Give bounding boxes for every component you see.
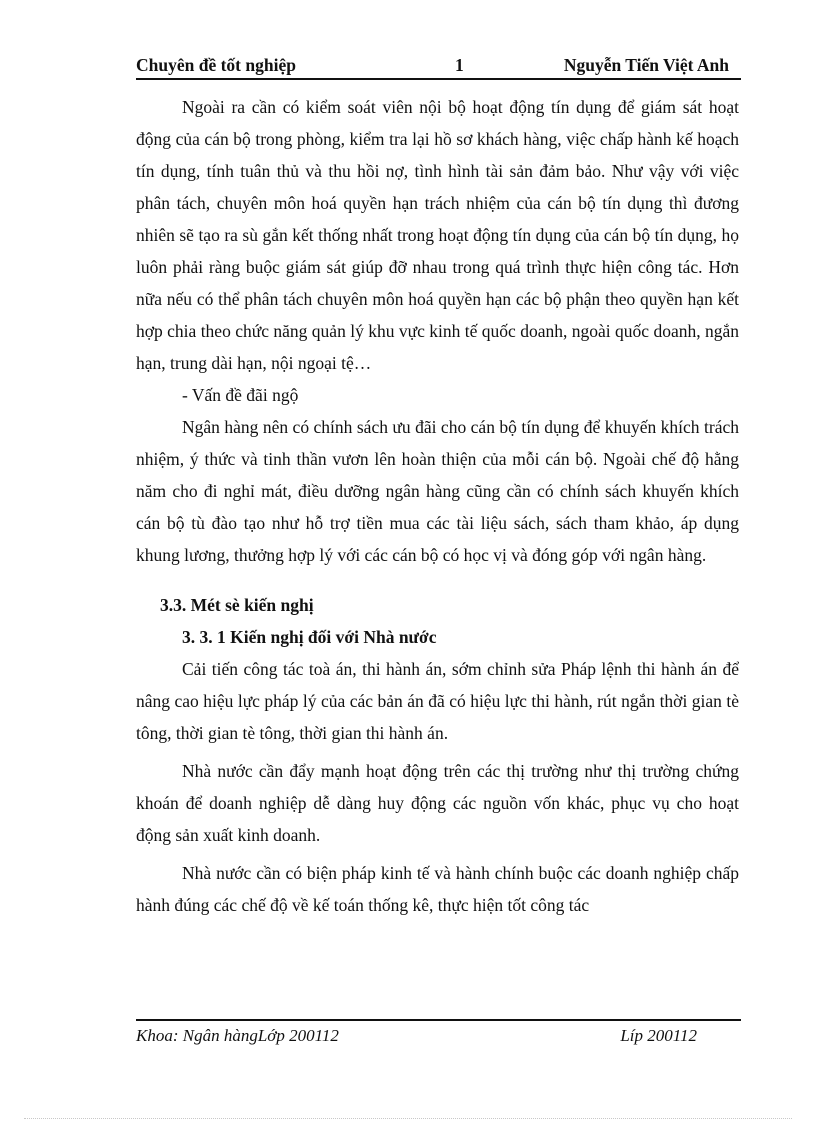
page-number: 1 — [455, 55, 464, 75]
header-title: Chuyên đề tốt nghiệp — [136, 55, 296, 75]
paragraph-court-reform: Cải tiến công tác toà án, thi hành án, sớm chỉnh sửa Pháp lệnh thi hành án để nâng cao hiệu lực pháp lý của các bản án đã có hiệu lực thi hành, rút ngắn thời gian tè tông, thời gian tè tông, thời gian thi hành án. — [136, 659, 739, 743]
paragraph-accounting-rules: Nhà nước cần có biện pháp kinh tế và hành chính buộc các doanh nghiệp chấp hành đúng các chế độ về kế toán thống kê, thực hiện tốt công tác — [136, 863, 739, 915]
subsection-heading: 3. 3. 1 Kiến nghị đối với Nhà nước — [182, 627, 437, 647]
footer-faculty: Khoa: Ngân hàngLớp 200112 — [136, 1026, 339, 1045]
paragraph-securities-market: Nhà nước cần đẩy mạnh hoạt động trên các thị trường như thị trường chứng khoán để doanh nghiệp dễ dàng huy động các nguồn vốn khác, phục vụ cho hoạt động sản xuất kinh doanh. — [136, 761, 739, 845]
footer-class: Líp 200112 — [620, 1026, 697, 1045]
header-divider — [136, 78, 741, 80]
footer-divider — [136, 1019, 741, 1021]
paragraph-internal-control: Ngoài ra cần có kiểm soát viên nội bộ hoạt động tín dụng để giám sát hoạt động của cán bộ trong phòng, kiểm tra lại hồ sơ khách hàng, việc chấp hành kế hoạch tín dụng, tính tuân thủ và thu hồi nợ, tình hình tài sản đảm bảo. Như vậy với việc phân tách, chuyên môn hoá quyền hạn trách nhiệm của cán bộ tín dụng thì đương nhiên sẽ tạo ra sù gắn kết thống nhất trong hoạt động tín dụng của cán bộ tín dụng, họ luôn phải ràng buộc giám sát giúp đỡ nhau trong quá trình thực hiện công tác. Hơn nữa nếu có thể phân tách chuyên môn hoá quyền hạn các bộ phận theo quyền hạn kết hợp chia theo chức năng quản lý khu vực kinh tế quốc doanh, ngoài quốc doanh, ngắn hạn, trung dài hạn, nội ngoại tệ… — [136, 97, 739, 373]
header-author: Nguyễn Tiến Việt Anh — [563, 55, 729, 75]
paragraph-remuneration-heading: - Vấn đề đãi ngộ — [182, 385, 299, 405]
paragraph-incentive-policy: Ngân hàng nên có chính sách ưu đãi cho cán bộ tín dụng để khuyến khích trách nhiệm, ý thức và tinh thần vươn lên hoàn thiện của mỗi cán bộ. Ngoài chế độ hằng năm cho đi nghỉ mát, điều dưỡng ngân hàng cũng cần có chính sách khuyến khích cán bộ tù đào tạo như hỗ trợ tiền mua các tài liệu sách, sách tham khảo, áp dụng khung lương, thưởng hợp lý với các cán bộ có học vị và đóng góp với ngân hàng. — [136, 417, 739, 565]
document-body — [136, 91, 739, 921]
page-footer — [136, 1024, 741, 1048]
page-header — [136, 53, 741, 77]
page-boundary — [24, 1118, 792, 1119]
section-heading: 3.3. Mét sè kiến nghị — [160, 595, 314, 615]
